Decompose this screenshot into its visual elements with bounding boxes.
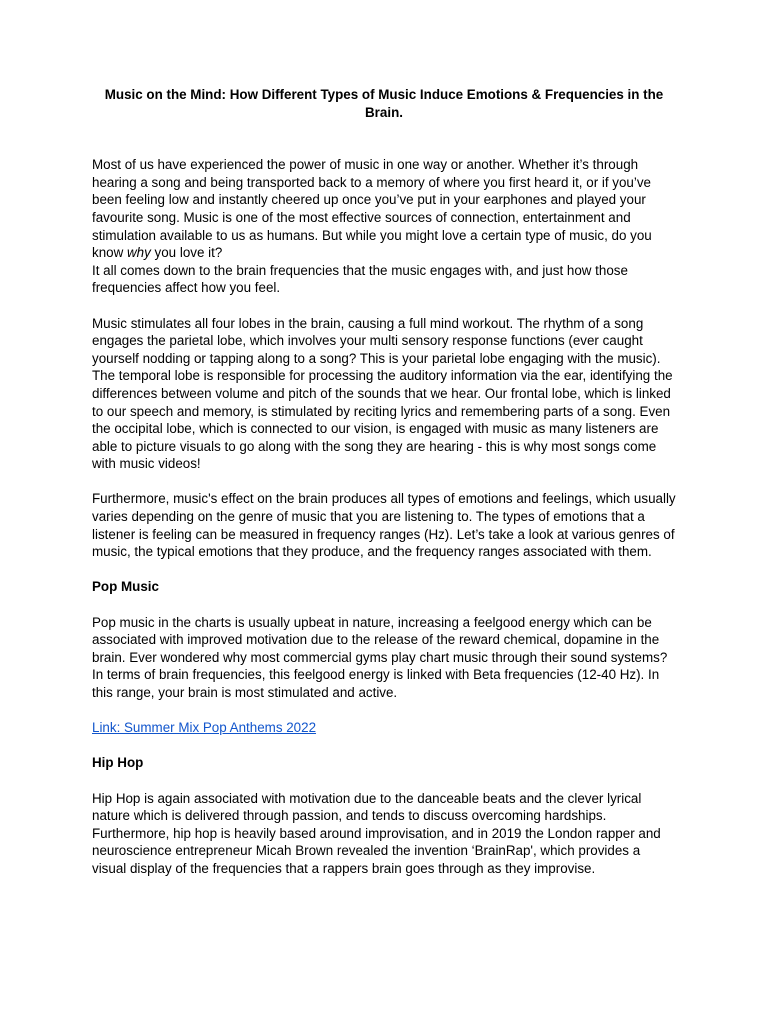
document-title: Music on the Mind: How Different Types of Music Induce Emotions & Frequencies in the Brain. xyxy=(104,87,664,120)
pop-music-heading: Pop Music xyxy=(92,579,159,595)
hip-hop-heading: Hip Hop xyxy=(92,755,144,771)
pop-music-paragraph: Pop music in the charts is usually upbeat in nature, increasing a feelgood energy which can be associated with improved motivation due to the release of the reward chemical, dopamine in the brain. Ever wondered why most commercial gyms play chart music through their sound systems? In terms of brain frequencies, this feelgood energy is linked with Beta frequencies (12-40 Hz). In this range, your brain is most stimulated and active. xyxy=(92,614,668,700)
pop-anthems-link[interactable]: Link: Summer Mix Pop Anthems 2022 xyxy=(92,720,317,736)
hip-hop-paragraph: Hip Hop is again associated with motivation due to the danceable beats and the clever lyrical nature which is delivered through passion, and tends to discuss overcoming hardships. Furthermore, hip hop is heavily based around improvisation, and in 2019 the London rapper and neuroscience entrepreneur Micah Brown revealed the invention ‘BrainRap', which provides a visual display of the frequencies that a rappers brain goes through as they improvise. xyxy=(92,790,661,876)
intro-text-line2: It all comes down to the brain frequencies that the music engages with, and just how those frequencies affect how you feel. xyxy=(92,262,628,296)
intro-text-part2: you love it? xyxy=(150,245,223,261)
intro-paragraph xyxy=(92,156,676,297)
emotions-paragraph: Furthermore, music's effect on the brain produces all types of emotions and feelings, which usually varies depending on the genre of music that you are listening to. The types of emotions that a listener is feeling can be measured in frequency ranges (Hz). Let’s take a look at various genres of music, the typical emotions that they produce, and the frequency ranges associated with them. xyxy=(92,491,676,560)
intro-text-part1: Most of us have experienced the power of music in one way or another. Whether it’s through hearing a song and being transported back to a memory of where you first heard it, or if you’ve been feeling low and instantly cheered up once you’ve put in your earphones and played your favourite song. Music is one of the most effective sources of connection, entertainment and stimulation available to us as humans. But while you might love a certain type of music, do you know xyxy=(92,157,652,261)
pop-link-paragraph xyxy=(92,719,676,737)
lobes-paragraph: Music stimulates all four lobes in the brain, causing a full mind workout. The rhythm of a song engages the parietal lobe, which involves your multi sensory response functions (ever caught yourself nodding or tapping along to a song? This is your parietal lobe engaging with the music). The temporal lobe is responsible for processing the auditory information via the ear, identifying the differences between volume and pitch of the sounds that we hear. Our frontal lobe, which is linked to our speech and memory, is stimulated by reciting lyrics and remembering parts of a song. Even the occipital lobe, which is connected to our vision, is engaged with music as many listeners are able to picture visuals to go along with the song they are hearing - this is why most songs come with music videos! xyxy=(92,315,673,472)
document-page xyxy=(92,86,676,895)
intro-emphasis: why xyxy=(126,245,151,261)
